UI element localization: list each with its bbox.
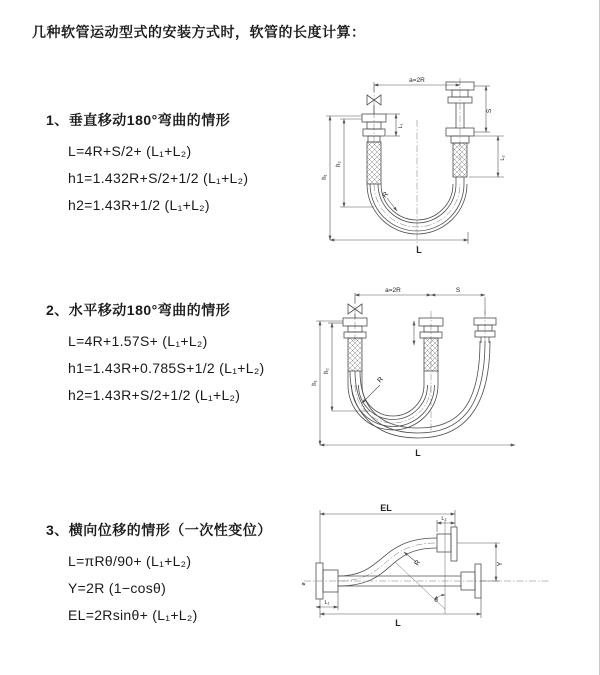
page-title: 几种软管运动型式的安装方式时，软管的长度计算：	[32, 24, 366, 40]
hose-assembly	[343, 304, 496, 438]
dim-label-a2r: a=2R	[385, 287, 401, 294]
dim-label-length: L	[395, 618, 401, 628]
formula-length: L=4R+S/2+ (L₁+L₂)	[68, 143, 192, 159]
dim-label-el: EL	[380, 503, 392, 513]
formula-y: Y=2R (1−cosθ)	[68, 580, 167, 596]
formula-h1: h1=1.43R+0.785S+1/2 (L₁+L₂)	[68, 360, 265, 376]
dim-label-l1: L₁	[324, 600, 330, 606]
dim-label-y: Y	[497, 561, 504, 567]
radius-label: R	[413, 559, 423, 567]
dimension-labels	[322, 77, 506, 255]
formula-h2: h2=1.43R+1/2 (L₁+L₂)	[68, 197, 210, 213]
formula-h1: h1=1.432R+S/2+1/2 (L₁+L₂)	[68, 170, 249, 186]
braid-section	[453, 143, 467, 177]
section-3-heading: 3、横向位移的情形（一次性变位）	[46, 522, 272, 538]
hose-assembly	[316, 527, 481, 599]
dim-label-s: S	[455, 287, 461, 294]
braid-section	[367, 142, 381, 184]
hose-s-curve	[338, 538, 437, 586]
diameter-mark: ø	[301, 582, 307, 586]
section-2-heading: 2、水平移动180°弯曲的情形	[46, 302, 231, 318]
section-1-heading: 1、垂直移动180°弯曲的情形	[46, 112, 231, 128]
diagram-lateral-displacement	[298, 502, 558, 647]
formula-el: EL=2Rsinθ+ (L₁+L₂)	[68, 607, 198, 623]
dim-label-length: L	[415, 448, 421, 458]
braid-section	[348, 338, 362, 371]
braid-section	[424, 338, 438, 371]
radius-label: R	[381, 190, 390, 200]
section-horizontal-bend	[46, 300, 265, 415]
diagram-vertical-180-bend	[312, 72, 527, 257]
centerlines	[374, 78, 460, 248]
top-flange-displaced	[437, 527, 457, 561]
diagram-horizontal-180-bend	[310, 283, 540, 458]
hose-bend-displaced	[350, 341, 490, 438]
section-vertical-bend	[46, 110, 248, 225]
dim-label-length: L	[416, 245, 422, 255]
dim-label-a2r: a=2R	[409, 77, 425, 84]
dim-label-h2: h₂	[324, 368, 330, 374]
radius-label: R	[376, 375, 385, 385]
dim-label-l1: L₁	[398, 123, 404, 129]
dimension-labels	[301, 503, 504, 628]
formula-length: L=4R+1.57S+ (L₁+L₂)	[68, 333, 208, 349]
hose-assembly	[362, 82, 474, 234]
formula-length: L=πRθ/90+ (L₁+L₂)	[68, 553, 192, 569]
dim-label-h1: h₁	[312, 380, 318, 386]
dimensions	[316, 510, 500, 618]
formula-h2: h2=1.43R+S/2+1/2 (L₁+L₂)	[68, 387, 241, 403]
dim-label-l2: L₂	[500, 155, 506, 161]
theta-label: θ	[434, 597, 438, 604]
dim-label-h1: h₁	[322, 174, 328, 180]
section-lateral-displacement	[46, 520, 272, 635]
dim-label-h2: h₂	[336, 161, 342, 167]
dim-label-l2: L₂	[441, 516, 447, 522]
dim-label-s: S	[486, 108, 493, 114]
